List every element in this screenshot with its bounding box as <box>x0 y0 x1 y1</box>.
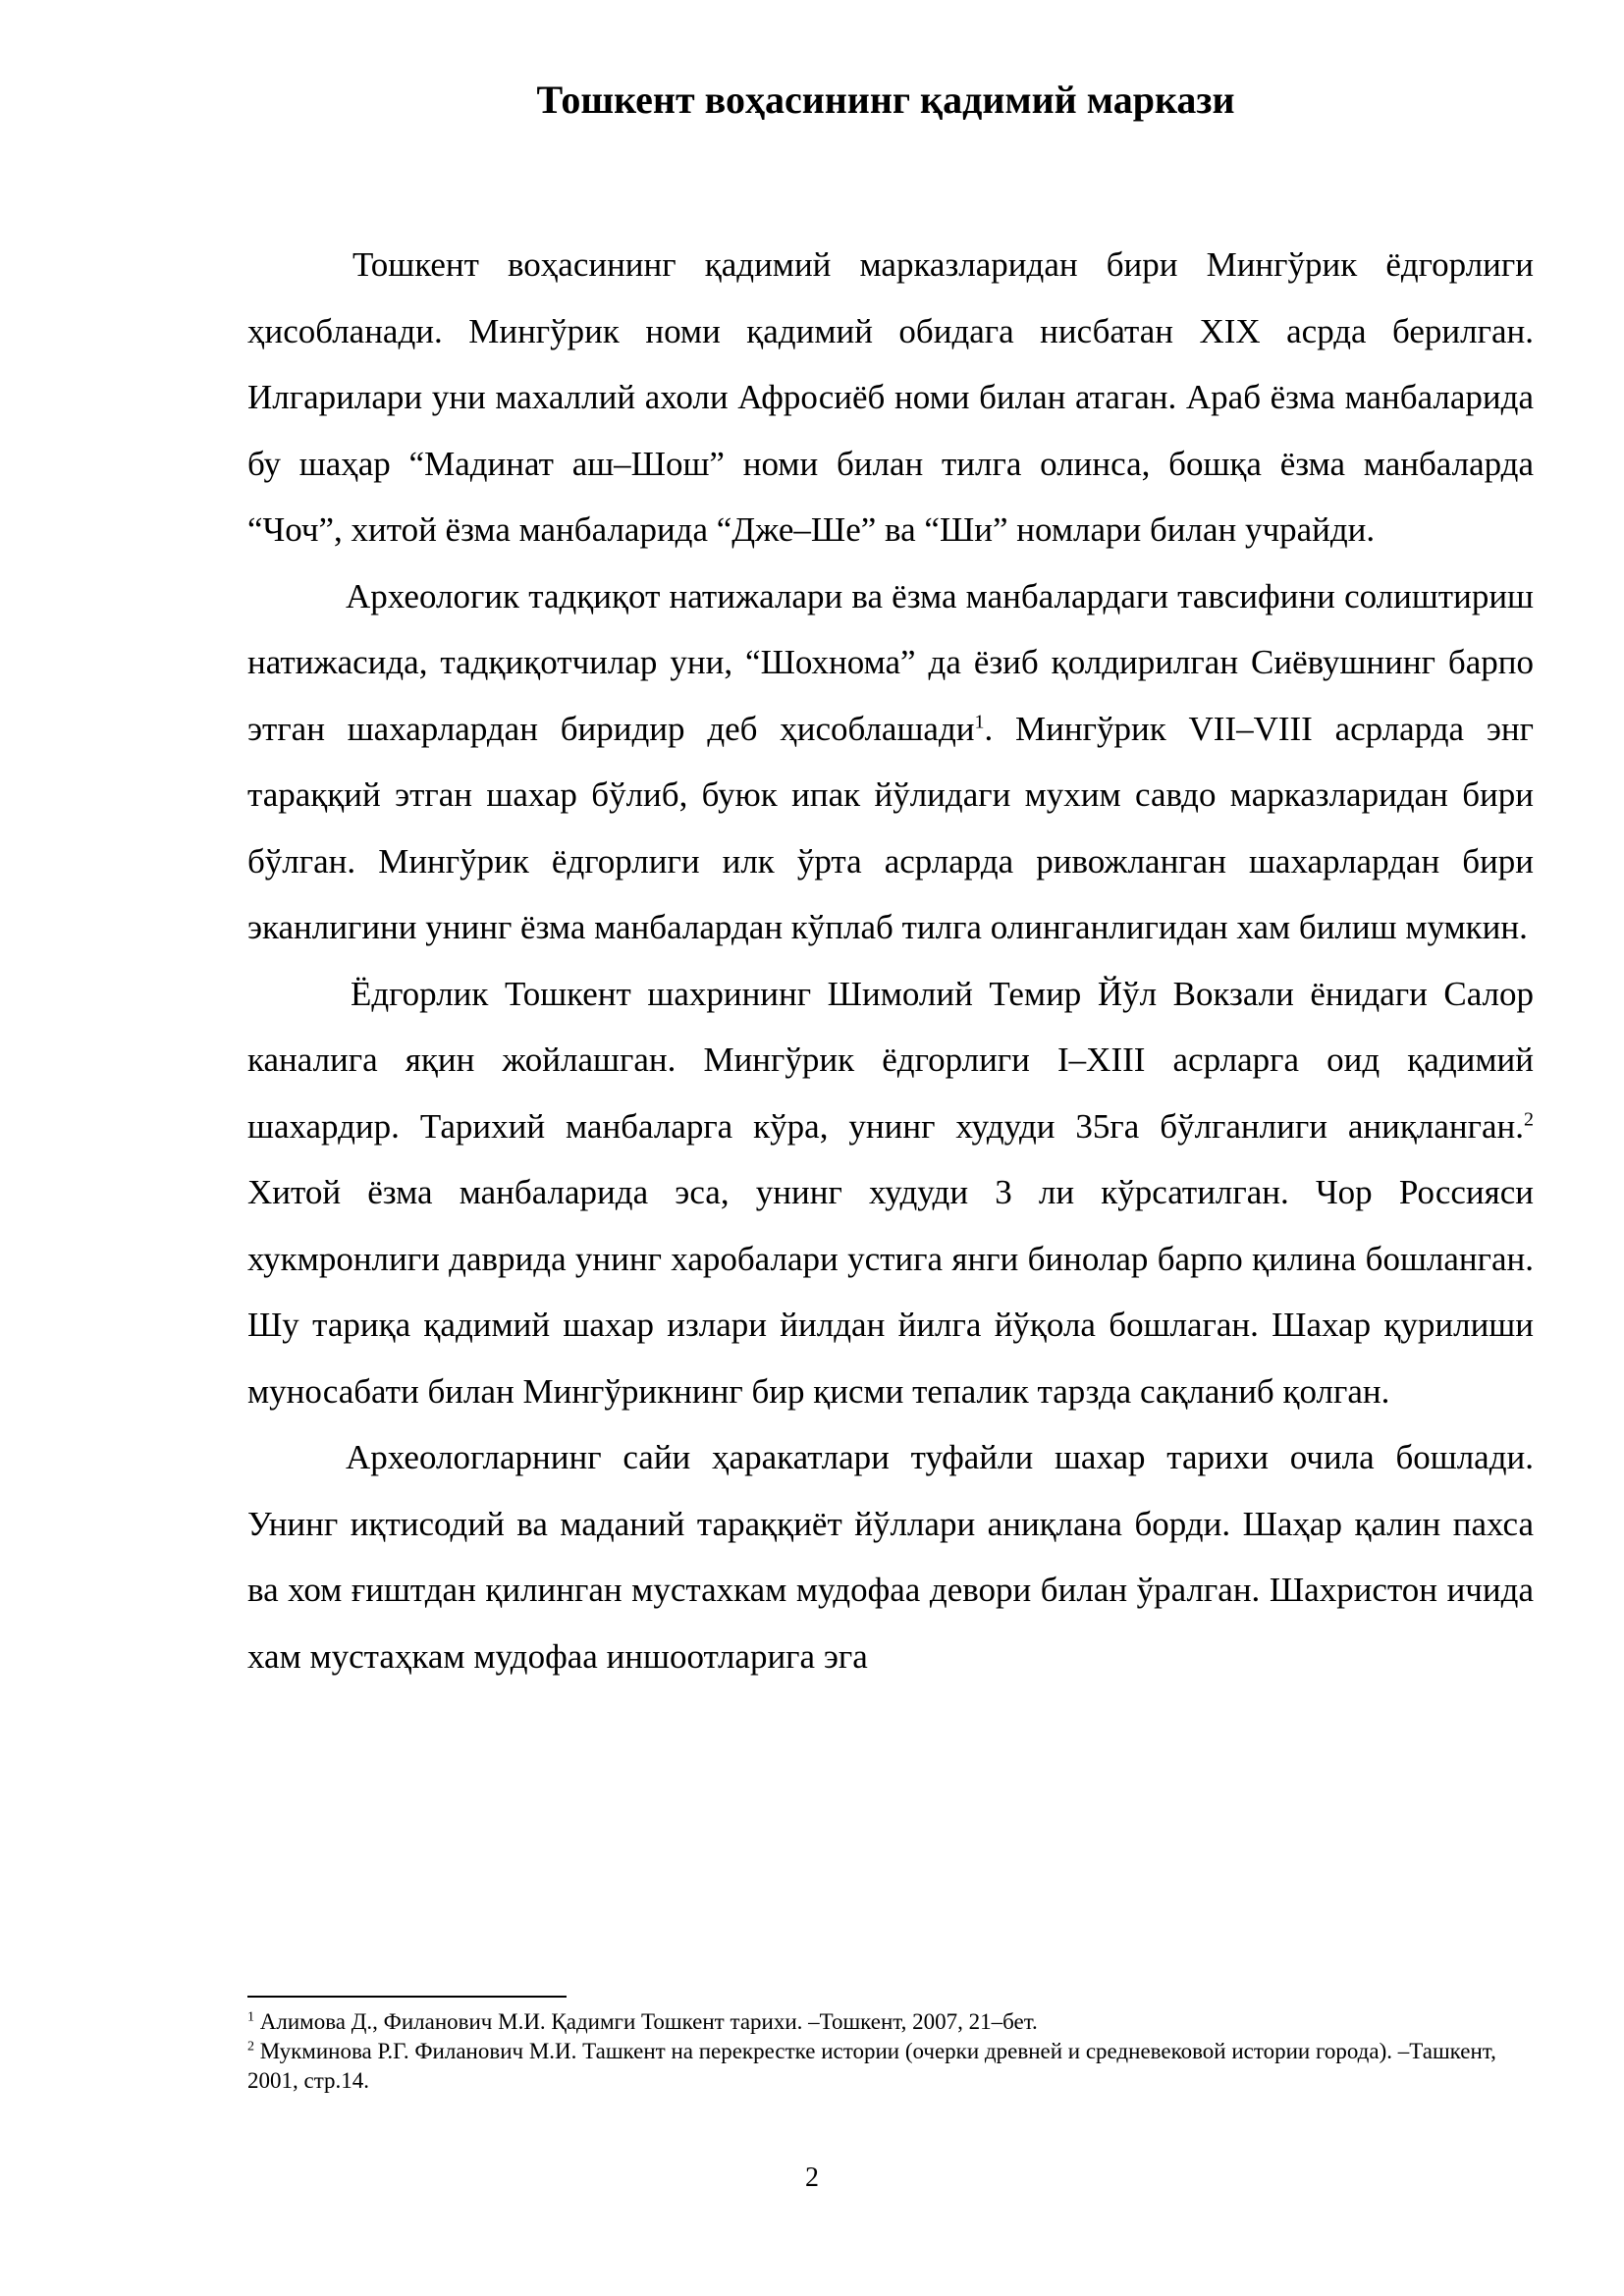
paragraph-3-text-end: Хитой ёзма манбаларида эса, унинг худуди 3 ли кўрсатилган. Чор Россияси хукмронлиги даврида унинг харобалари устига янги бинолар барпо қилина бошланган. Шу тариқа қадимий шахар излари йилдан йилга йўқола бошлаган. Шахар қурилиши муносабати билан Мингўрикнинг бир қисми тепалик тарзда сақланиб қолган. <box>247 1173 1534 1411</box>
page-number: 2 <box>805 2163 819 2193</box>
footnote-1 <box>247 2007 1534 2037</box>
paragraph-1-text: Тошкент воҳасининг қадимий марказларидан бири Мингўрик ёдгорлиги ҳисобланади. Мингўрик номи қадимий обидага нисбатан XIX асрда берилган. Илгарилари уни махаллий ахоли Афросиёб номи билан атаган. Араб ёзма манбаларида бу шаҳар “Мадинат аш–Шош” номи билан тилга олинса, бошқа ёзма манбаларда “Чоч”, хитой ёзма манбаларида “Дже–Ше” ва “Ши” номлари билан учрайди. <box>247 245 1534 549</box>
footnotes <box>247 2007 1534 2096</box>
paragraph-2-text-end: . Мингўрик VII–VIII асрларда энг тараққий этган шахар бўлиб, буюк ипак йўлидаги мухим савдо марказларидан бири бўлган. Мингўрик ёдгорлиги илк ўрта асрларда ривожланган шахарлардан бири эканлигини унинг ёзма манбалардан кўплаб тилга олинганлигидан хам билиш мумкин. <box>247 709 1534 946</box>
footnote-ref-1: 1 <box>974 710 985 732</box>
footnote-number: 1 <box>247 2009 254 2025</box>
footnote-ref-2: 2 <box>1524 1107 1534 1130</box>
footnote-2 <box>247 2037 1534 2096</box>
paragraph-4 <box>247 1424 1534 1689</box>
paragraph-3 <box>247 961 1534 1425</box>
paragraph-1 <box>247 232 1534 563</box>
body-text <box>247 232 1534 1689</box>
footnote-separator <box>247 1996 567 1998</box>
page-title: Тошкент воҳасининг қадимий маркази <box>536 78 1235 122</box>
footnote-number: 2 <box>247 2039 254 2055</box>
paragraph-3-text-start: Ёдгорлик Тошкент шахрининг Шимолий Темир Йўл Вокзали ёнидаги Салор каналига яқин жойлашган. Мингўрик ёдгорлиги I–XIII асрларга оид қадимий шахардир. Тарихий манбаларга кўра, унинг худуди 35га бўлганлиги аниқланган. <box>247 974 1534 1146</box>
paragraph-2-text-start: Археологик тадқиқот натижалари ва ёзма манбалардаги тавсифини солиштириш натижасида, тадқиқотчилар уни, “Шохнома” да ёзиб қолдирилган Сиёвушнинг барпо этган шахарлардан биридир деб ҳисоблашади <box>247 576 1534 748</box>
paragraph-4-text: Археологларнинг сайи ҳаракатлари туфайли шахар тарихи очила бошлади. Унинг иқтисодий ва маданий тараққиёт йўллари аниқлана борди. Шаҳар қалин пахса ва хом ғиштдан қилинган мустахкам мудофаа девори билан ўралган. Шахристон ичида хам мустаҳкам мудофаа иншоотларига эга <box>247 1438 1534 1676</box>
footnote-text: Мукминова Р.Г. Филанович М.И. Ташкент на перекрестке истории (очерки древней и средневековой истории города). –Ташкент, 2001, стр.14. <box>247 2039 1496 2093</box>
paragraph-2 <box>247 563 1534 961</box>
footnote-text: Алимова Д., Филанович М.И. Қадимги Тошкент тарихи. –Тошкент, 2007, 21–бет. <box>254 2009 1038 2034</box>
